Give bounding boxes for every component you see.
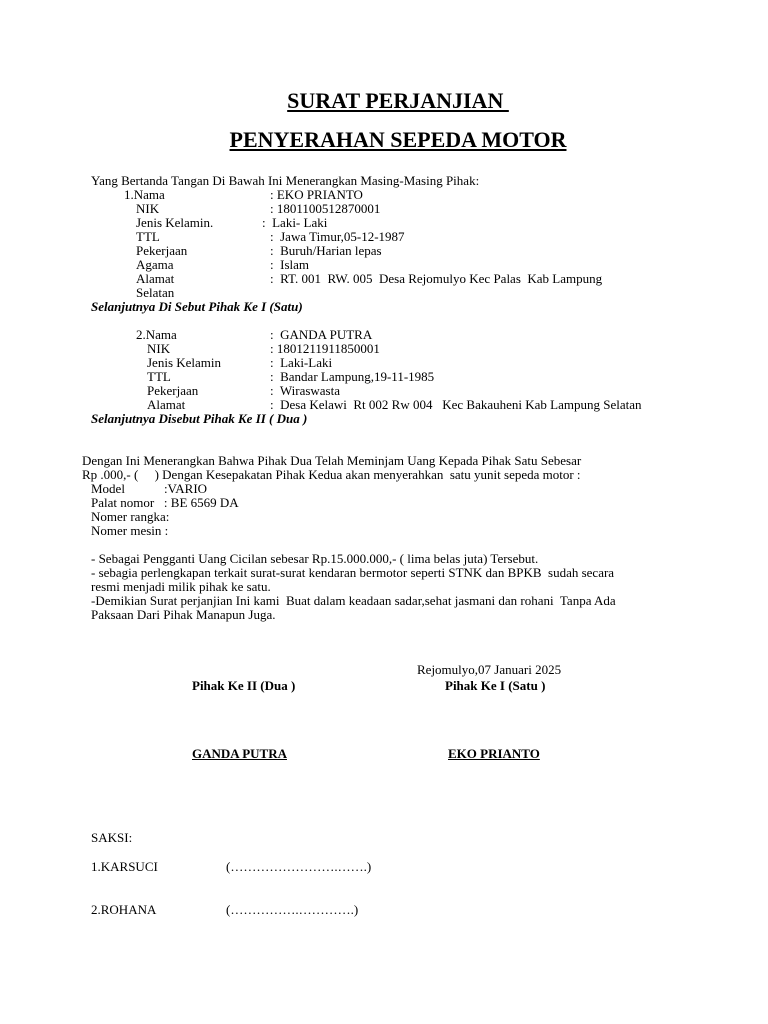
vehicle-plate: Palat nomor : BE 6569 DA <box>91 495 239 510</box>
witness-1-signature-line: (…………………….…….) <box>226 859 372 874</box>
p2-alamat-label: Alamat <box>147 397 186 412</box>
p2-pekerjaan-value: : Wiraswasta <box>270 383 340 398</box>
p1-jk-value: : Laki- Laki <box>262 215 328 230</box>
p2-jk-value: : Laki-Laki <box>270 355 333 370</box>
vehicle-model: Model :VARIO <box>91 481 208 496</box>
p1-closing: Selanjutnya Di Sebut Pihak Ke I (Satu) <box>91 299 303 314</box>
p1-nama-label: 1.Nama <box>124 187 165 202</box>
p2-pekerjaan-label: Pekerjaan <box>147 383 199 398</box>
place-date: Rejomulyo,07 Januari 2025 <box>417 662 562 677</box>
p2-alamat-value: : Desa Kelawi Rt 002 Rw 004 Kec Bakauheni Kab Lampung Selatan <box>270 397 642 412</box>
p2-nama-value: : GANDA PUTRA <box>270 327 373 342</box>
p1-nik-value: : 1801100512870001 <box>270 201 381 216</box>
vehicle-frame-number: Nomer rangka: <box>91 509 170 524</box>
p2-ttl-value: : Bandar Lampung,19-11-1985 <box>270 369 435 384</box>
vehicle-engine-number: Nomer mesin : <box>91 523 169 538</box>
term-2b: resmi menjadi milik pihak ke satu. <box>91 579 271 594</box>
p2-ttl-label: TTL <box>147 369 171 384</box>
doc-title-line2: PENYERAHAN SEPEDA MOTOR <box>229 127 567 152</box>
p1-ttl-label: TTL <box>136 229 160 244</box>
p2-jk-label: Jenis Kelamin <box>147 355 222 370</box>
doc-title-line1: SURAT PERJANJIAN <box>287 88 509 113</box>
p1-nik-label: NIK <box>136 201 160 216</box>
term-1: - Sebagai Pengganti Uang Cicilan sebesar Rp.15.000.000,- ( lima belas juta) Tersebut. <box>91 551 539 566</box>
term-3a: -Demikian Surat perjanjian Ini kami Buat dalam keadaan sadar,sehat jasmani dan rohani Tanpa Ada <box>91 593 616 608</box>
p1-jk-label: Jenis Kelamin. <box>136 215 214 230</box>
p2-nik-label: NIK <box>147 341 171 356</box>
left-party-name: GANDA PUTRA <box>192 746 287 761</box>
p2-closing: Selanjutnya Disebut Pihak Ke II ( Dua ) <box>91 411 308 426</box>
p1-agama-value: : Islam <box>270 257 309 272</box>
p1-ttl-value: : Jawa Timur,05-12-1987 <box>270 229 405 244</box>
witness-heading: SAKSI: <box>91 830 133 845</box>
p1-alamat-value: : RT. 001 RW. 005 Desa Rejomulyo Kec Palas Kab Lampung <box>270 271 603 286</box>
p1-agama-label: Agama <box>136 257 174 272</box>
body-line1: Dengan Ini Menerangkan Bahwa Pihak Dua Telah Meminjam Uang Kepada Pihak Satu Sebesar <box>82 453 582 468</box>
witness-1-name: 1.KARSUCI <box>91 859 158 874</box>
p1-nama-value: : EKO PRIANTO <box>270 187 363 202</box>
witness-2-signature-line: (…………….………….) <box>226 902 359 917</box>
p2-nik-value: : 1801211911850001 <box>270 341 380 356</box>
body-line2: Rp .000,- ( ) Dengan Kesepakatan Pihak Kedua akan menyerahkan satu yunit sepeda motor : <box>82 467 581 482</box>
p1-pekerjaan-label: Pekerjaan <box>136 243 188 258</box>
witness-2-name: 2.ROHANA <box>91 902 157 917</box>
term-2a: - sebagia perlengkapan terkait surat-surat kendaran bermotor seperti STNK dan BPKB sudah secara <box>91 565 615 580</box>
p2-nama-label: 2.Nama <box>136 327 177 342</box>
right-party-role: Pihak Ke I (Satu ) <box>445 678 546 693</box>
p1-pekerjaan-value: : Buruh/Harian lepas <box>270 243 382 258</box>
term-3b: Paksaan Dari Pihak Manapun Juga. <box>91 607 276 622</box>
intro-text: Yang Bertanda Tangan Di Bawah Ini Menerangkan Masing-Masing Pihak: <box>91 173 480 188</box>
p1-alamat-label: Alamat <box>136 271 175 286</box>
p1-alamat-cont: Selatan <box>136 285 175 300</box>
right-party-name: EKO PRIANTO <box>448 746 540 761</box>
left-party-role: Pihak Ke II (Dua ) <box>192 678 296 693</box>
